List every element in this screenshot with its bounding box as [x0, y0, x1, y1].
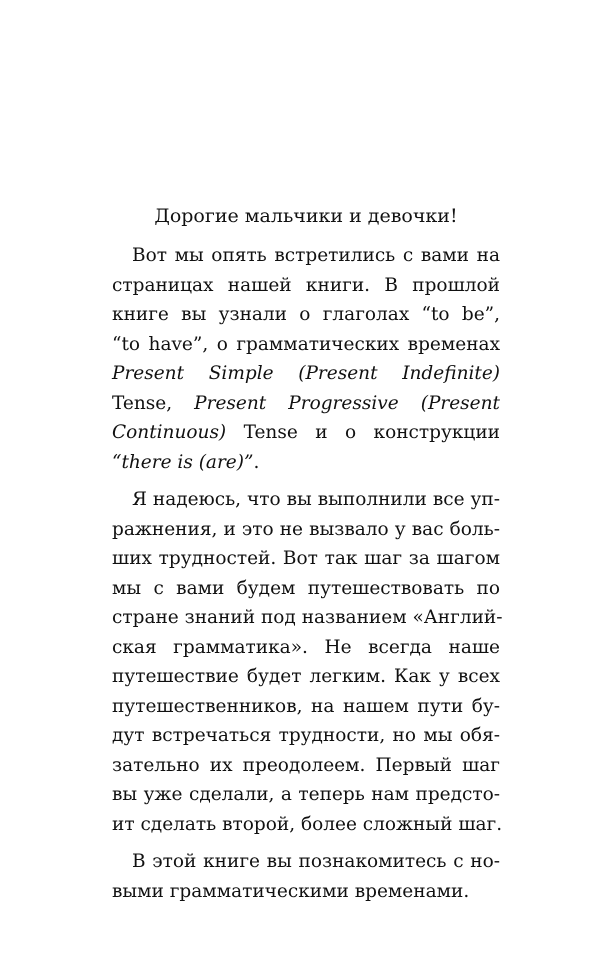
- text-segment: дут встречаться трудности, но мы обя-: [112, 725, 500, 746]
- text-line: [112, 751, 500, 781]
- text-line: [112, 603, 503, 633]
- book-page: [112, 204, 503, 914]
- text-line: [112, 300, 500, 330]
- italic-text-segment: Present Simple (Present Indefinite): [112, 363, 500, 384]
- text-line: [112, 847, 500, 877]
- text-segment: вы уже сделали, а теперь нам предсто-: [112, 784, 500, 805]
- text-line: [112, 810, 503, 840]
- text-segment: ших трудностей. Вот так шаг за шагом: [112, 548, 500, 569]
- text-line: [112, 515, 500, 545]
- text-segment: ражнения, и это не вызвало у вас боль-: [112, 518, 500, 540]
- text-line: [112, 692, 500, 722]
- text-line: [112, 330, 500, 360]
- text-line: [112, 241, 500, 271]
- text-segment: путешественников, на нашем пути бу-: [112, 695, 500, 717]
- text-line: [112, 633, 500, 663]
- text-segment: Tense и о конструкции: [226, 422, 500, 443]
- text-line: [112, 389, 500, 419]
- page-greeting: Дорогие мальчики и девочки!: [154, 205, 458, 227]
- text-line: [112, 418, 500, 448]
- text-line: [112, 271, 500, 301]
- text-segment: зательно их преодолеем. Первый шаг: [112, 754, 500, 776]
- text-segment: Вот мы опять встретились с вами на: [132, 245, 500, 266]
- text-segment: .: [253, 451, 260, 473]
- text-line: [112, 574, 500, 604]
- text-segment: страницах нашей книги. В прошлой: [112, 274, 500, 296]
- text-line: [112, 485, 500, 515]
- text-line: [112, 780, 500, 810]
- body-text: [112, 241, 503, 906]
- text-segment: выми грамматическими временами.: [112, 880, 470, 902]
- text-segment: ит сделать второй, более сложный шаг.: [112, 813, 503, 835]
- text-segment: книге вы узнали о глаголах “to be”,: [112, 304, 500, 325]
- text-line: [112, 721, 500, 751]
- text-segment: мы с вами будем путешествовать по: [112, 577, 500, 599]
- text-segment: путешествие будет легким. Как у всех: [112, 666, 500, 687]
- italic-text-segment: “there is (are)”: [112, 451, 254, 473]
- text-segment: Я надеюсь, что вы выполнили все уп-: [132, 489, 500, 510]
- text-line: [112, 877, 500, 907]
- text-line: [112, 544, 500, 574]
- paragraph-2: [112, 485, 503, 839]
- text-segment: Tense,: [112, 392, 195, 414]
- text-line: [112, 448, 500, 478]
- text-segment: ская грамматика». Не всегда наше: [112, 636, 500, 658]
- text-line: [112, 359, 500, 389]
- paragraph-1: [112, 241, 500, 477]
- text-segment: “to have”, о грамматических временах: [112, 333, 500, 355]
- text-segment: стране знаний под названием «Англий-: [112, 607, 503, 628]
- italic-text-segment: Present Progressive (Present: [194, 392, 500, 414]
- italic-text-segment: Continuous): [112, 422, 227, 443]
- text-line: [112, 662, 500, 692]
- paragraph-3: [112, 847, 500, 906]
- text-segment: В этой книге вы познакомитесь с но-: [132, 851, 500, 872]
